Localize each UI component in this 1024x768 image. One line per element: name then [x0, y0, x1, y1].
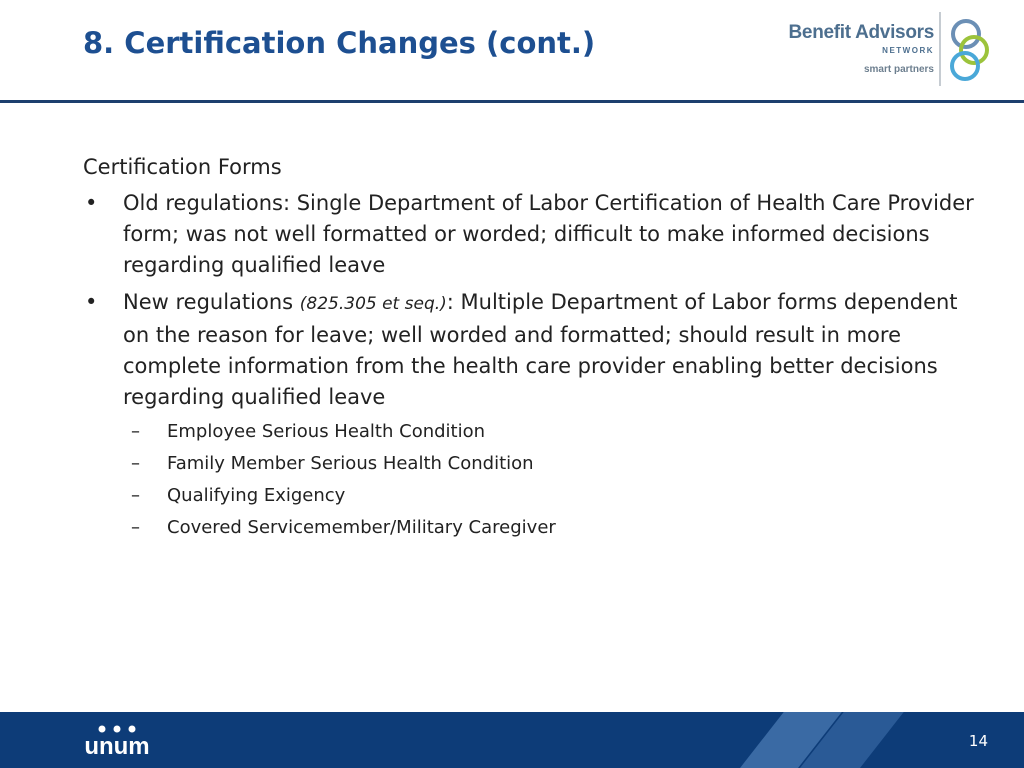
section-heading: Certification Forms — [83, 155, 282, 179]
bullet-prefix: New regulations — [123, 290, 300, 314]
bullet-suffix: : Multiple Department of Labor forms dependent on the reason for leave; well worded and formatted; should result in more complete information from the health care provider enabling better decisions regarding qualified leave — [123, 290, 958, 409]
sub-item — [83, 419, 983, 445]
dash-icon: – — [131, 485, 140, 506]
page-number: 14 — [968, 732, 988, 750]
sub-item-label: Qualifying Exigency — [167, 485, 346, 506]
dash-icon: – — [131, 517, 140, 538]
logo-tagline: smart partners — [863, 64, 934, 75]
bullet-icon: • — [85, 290, 98, 314]
unum-logo — [72, 724, 162, 758]
unum-logo-text: unum — [84, 733, 150, 758]
regulation-reference: (825.305 et seq.) — [299, 294, 447, 314]
dash-icon: – — [131, 453, 140, 474]
sub-item — [83, 483, 983, 509]
footer-bar — [0, 712, 1024, 768]
sub-item-label: Family Member Serious Health Condition — [167, 453, 534, 474]
bullet-old-regulations — [83, 188, 983, 281]
benefit-advisors-logo — [782, 12, 994, 88]
header-divider — [0, 100, 1024, 103]
bullet-icon: • — [85, 191, 98, 215]
sub-item-label: Employee Serious Health Condition — [167, 421, 486, 442]
sub-item — [83, 515, 983, 541]
dash-icon: – — [131, 421, 140, 442]
slide-title: 8. Certification Changes (cont.) — [83, 26, 596, 60]
sub-item — [83, 451, 983, 477]
logo-brand-text: Benefit Advisors — [788, 22, 934, 43]
slide-body — [83, 152, 983, 541]
sub-item-label: Covered Servicemember/Military Caregiver — [167, 517, 556, 538]
bullet-text: Old regulations: Single Department of Labor Certification of Health Care Provider form; was not well formatted or worded; difficult to make informed decisions regarding qualified leave — [123, 191, 974, 277]
logo-rings-icon — [946, 16, 992, 84]
logo-divider — [939, 12, 941, 86]
bullet-new-regulations — [83, 287, 983, 413]
logo-network-text: NETWORK — [882, 46, 934, 55]
